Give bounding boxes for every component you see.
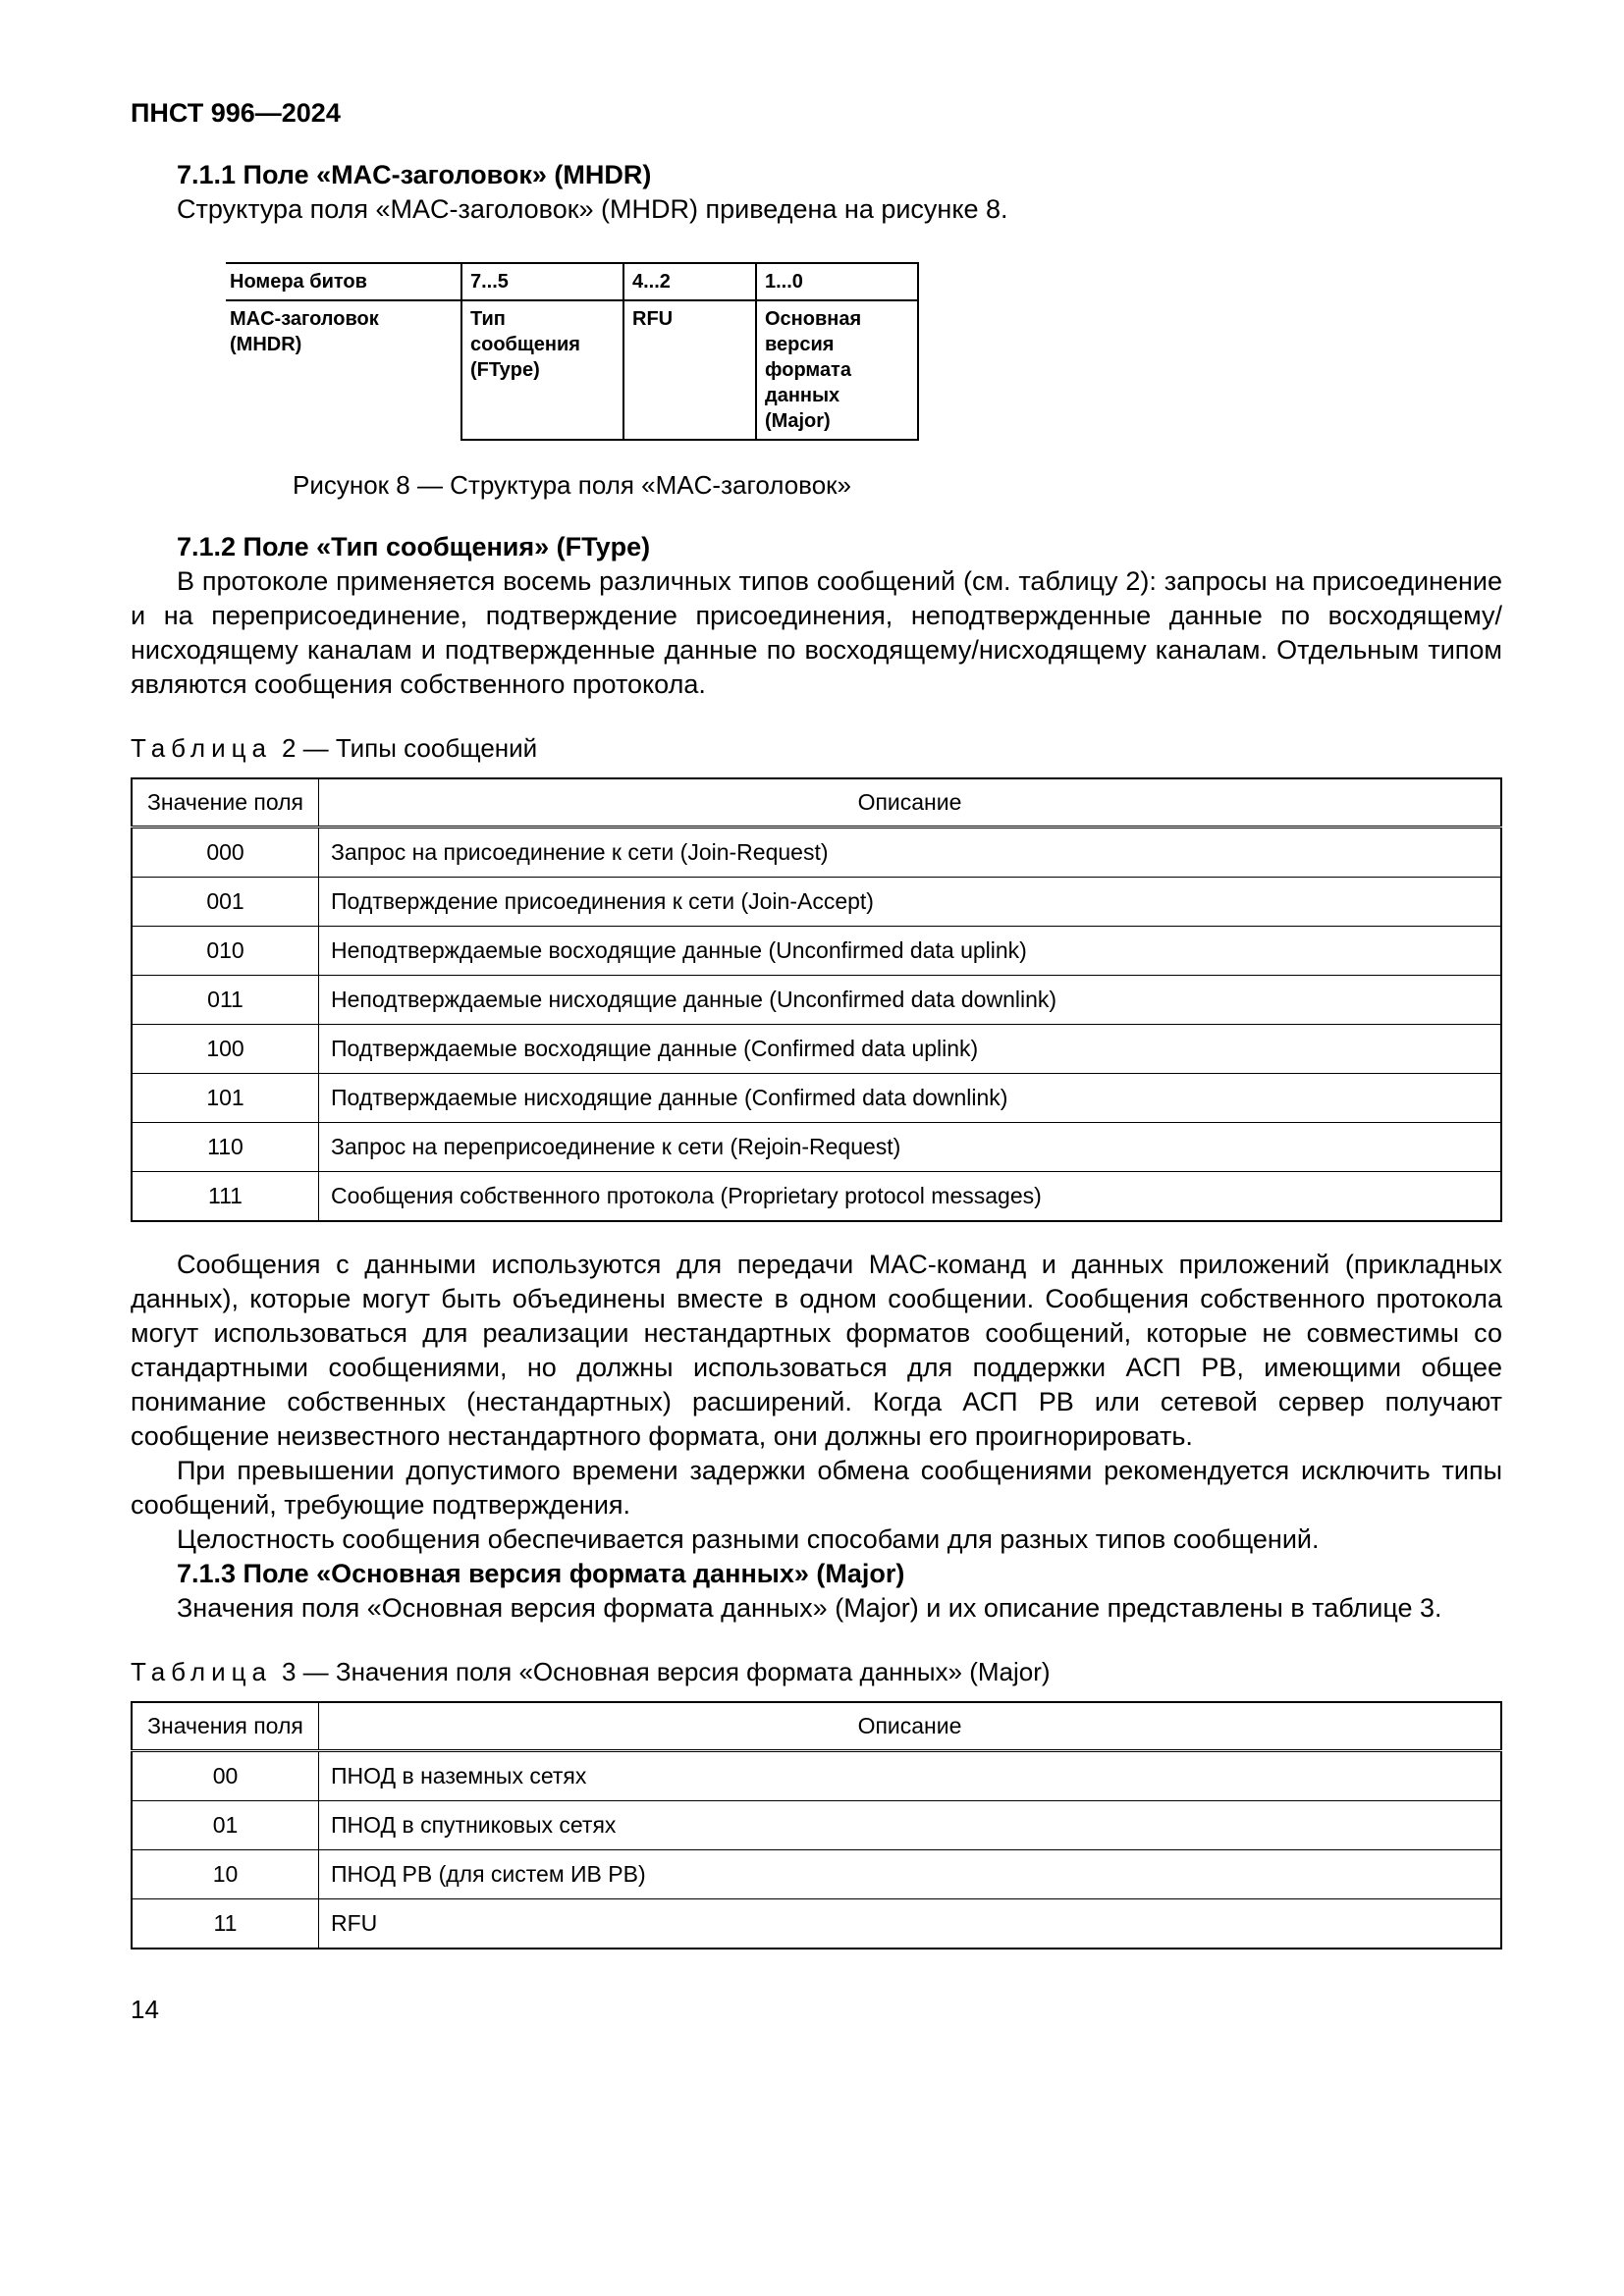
cell-description: ПНОД в наземных сетях (319, 1751, 1502, 1801)
cell-value: 00 (132, 1751, 319, 1801)
table-2-caption-label: Таблица (131, 733, 272, 763)
cell-description: Сообщения собственного протокола (Proprietary protocol messages) (319, 1172, 1502, 1222)
table-2-header-row (132, 778, 1501, 828)
fig-bit-range-cell: 1...0 (756, 263, 918, 300)
section-7-1-3-heading: 7.1.3 Поле «Основная версия формата данных» (Major) (177, 1559, 905, 1588)
page-number: 14 (131, 1995, 159, 2024)
fig-stub-mhdr-label: MAC-заголовок (MHDR) (226, 300, 461, 440)
table-3-header-value: Значения поля (132, 1702, 319, 1751)
section-7-1-3-paragraph: Значения поля «Основная версия формата данных» (Major) и их описание представлены в таблице 3. (177, 1593, 1442, 1623)
table-2-message-types (131, 777, 1502, 1222)
fig-stub-bit-numbers: Номера битов (226, 263, 461, 300)
table-row (132, 1172, 1501, 1222)
table-2-caption-text: 2 — Типы сообщений (281, 733, 538, 763)
fig-field-cell-ftype: Тип сообщения (FType) (461, 300, 623, 440)
table-row (132, 1850, 1501, 1899)
table-2-caption (131, 733, 1502, 764)
table-row (132, 1123, 1501, 1172)
table-row (132, 878, 1501, 927)
section-7-1-2-paragraph: В протоколе применяется восемь различных типов сообщений (см. таблицу 2): запросы на присоединение и на переприсоединение, подтверждение присоединения, неподтвержденные данные по восходящему/нисходящему каналам и подтвержденные данные по восходящему/нисходящему каналам. Отдельным типом являются сообщения собственного протокола. (131, 566, 1502, 699)
cell-description: Неподтверждаемые восходящие данные (Unconfirmed data uplink) (319, 927, 1502, 976)
table-row (132, 1074, 1501, 1123)
table-3-caption-text: 3 — Значения поля «Основная версия формата данных» (Major) (281, 1657, 1051, 1686)
body-paragraph-3: Целостность сообщения обеспечивается разными способами для разных типов сообщений. (177, 1524, 1320, 1554)
figure-8 (226, 262, 918, 501)
table-3-header-row (132, 1702, 1501, 1751)
cell-description: ПНОД РВ (для систем ИВ РВ) (319, 1850, 1502, 1899)
table-row (132, 1801, 1501, 1850)
section-7-1-1-heading: 7.1.1 Поле «MAC-заголовок» (MHDR) (177, 160, 652, 189)
table-3-major-values (131, 1701, 1502, 1949)
fig-bit-range-cell: 4...2 (623, 263, 756, 300)
cell-description: Неподтверждаемые нисходящие данные (Unconfirmed data downlink) (319, 976, 1502, 1025)
cell-description: RFU (319, 1899, 1502, 1949)
cell-description: Запрос на присоединение к сети (Join-Request) (319, 828, 1502, 878)
table-row (132, 1751, 1501, 1801)
fig-field-cell-major: Основная версия формата данных (Major) (756, 300, 918, 440)
cell-value: 001 (132, 878, 319, 927)
cell-value: 01 (132, 1801, 319, 1850)
table-2-header-value: Значение поля (132, 778, 319, 828)
table-row (132, 976, 1501, 1025)
document-code-header: ПНСТ 996—2024 (131, 98, 341, 128)
body-paragraph-1: Сообщения с данными используются для передачи MAC-команд и данных приложений (прикладных данных), которые могут быть объединены вместе в одном сообщении. Сообщения собственного протокола могут использоваться для реализации нестандартных форматов сообщений, которые не совместимы со стандартными сообщениями, но должны использоваться для поддержки АСП РВ, имеющими общее понимание собственных (нестандартных) расширений. Когда АСП РВ или сетевой сервер получают сообщение неизвестного нестандартного формата, они должны его проигнорировать. (131, 1250, 1502, 1451)
table-3-caption-label: Таблица (131, 1657, 272, 1686)
cell-description: Запрос на переприсоединение к сети (Rejoin-Request) (319, 1123, 1502, 1172)
cell-value: 110 (132, 1123, 319, 1172)
figure-8-bits-row (226, 263, 918, 300)
table-3-header-description: Описание (319, 1702, 1502, 1751)
figure-8-fields-row (226, 300, 918, 440)
figure-8-caption: Рисунок 8 — Структура поля «MAC-заголовок» (292, 470, 852, 500)
cell-value: 011 (132, 976, 319, 1025)
cell-description: ПНОД в спутниковых сетях (319, 1801, 1502, 1850)
body-paragraph-2: При превышении допустимого времени задержки обмена сообщениями рекомендуется исключить типы сообщений, требующие подтверждения. (131, 1456, 1502, 1520)
table-row (132, 828, 1501, 878)
fig-field-cell-rfu: RFU (623, 300, 756, 440)
section-7-1-2-heading: 7.1.2 Поле «Тип сообщения» (FType) (177, 532, 651, 561)
section-7-1-1-paragraph: Структура поля «MAC-заголовок» (MHDR) приведена на рисунке 8. (177, 194, 1008, 224)
cell-description: Подтверждаемые восходящие данные (Confirmed data uplink) (319, 1025, 1502, 1074)
cell-value: 010 (132, 927, 319, 976)
cell-value: 101 (132, 1074, 319, 1123)
cell-value: 100 (132, 1025, 319, 1074)
table-3-caption (131, 1657, 1502, 1687)
mhdr-structure-table (226, 262, 919, 441)
table-row (132, 1899, 1501, 1949)
fig-bit-range-cell: 7...5 (461, 263, 623, 300)
cell-value: 10 (132, 1850, 319, 1899)
cell-value: 11 (132, 1899, 319, 1949)
cell-description: Подтверждение присоединения к сети (Join-Accept) (319, 878, 1502, 927)
cell-description: Подтверждаемые нисходящие данные (Confirmed data downlink) (319, 1074, 1502, 1123)
table-row (132, 1025, 1501, 1074)
table-2-header-description: Описание (319, 778, 1502, 828)
cell-value: 111 (132, 1172, 319, 1222)
table-row (132, 927, 1501, 976)
cell-value: 000 (132, 828, 319, 878)
